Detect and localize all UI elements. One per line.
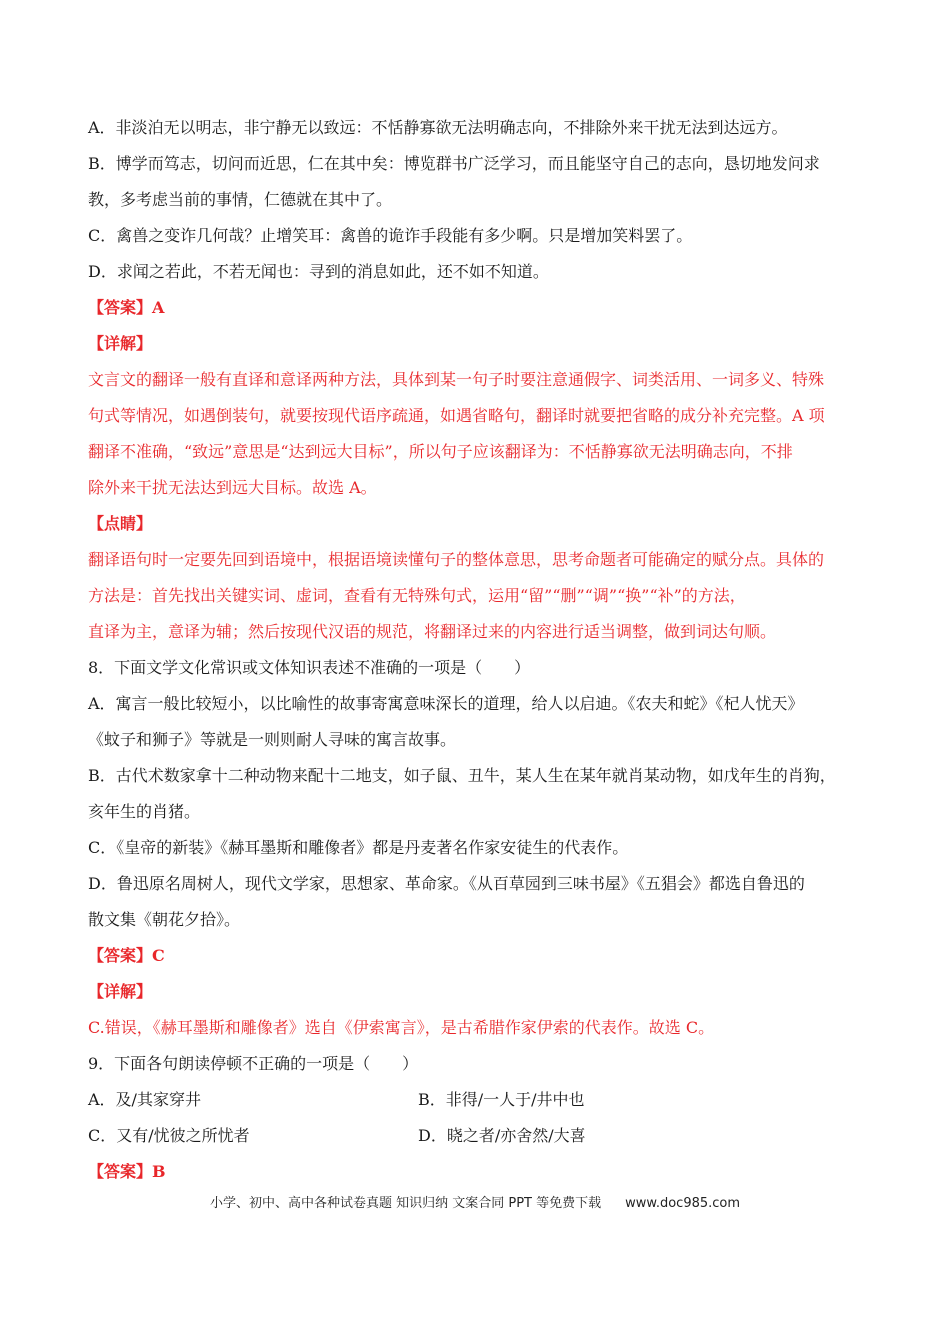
tip-label: 【点睛】 [88,514,153,533]
q7-option-b-line2: 教，多考虑当前的事情，仁德就在其中了。 [88,190,393,209]
q7-tip-line: 方法是：首先找出关键实词、虚词，查看有无特殊句式，运用“留”“删”“调”“换”“补”的方法， [88,586,746,605]
q7-tip-line: 直译为主，意译为辅；然后按现代汉语的规范，将翻译过来的内容进行适当调整，做到词达句顺。 [88,622,777,641]
q9-option-a: A．及/其家穿井 [88,1090,201,1109]
q9-options-row-1 [88,1082,868,1118]
q8-detail-text: C.错误，《赫耳墨斯和雕像者》选自《伊索寓言》，是古希腊作家伊索的代表作。故选 C。 [88,1018,715,1037]
q8-option-d-line2: 散文集《朝花夕拾》。 [88,910,241,929]
q8-option-d-line1: D．鲁迅原名周树人，现代文学家，思想家、革命家。《从百草园到三味书屋》《五猖会》都选自鲁迅的 [88,874,805,893]
q9-answer [88,1154,868,1190]
q7-detail-line: 句式等情况，如遇倒装句，就要按现代语序疏通，如遇省略句，翻译时就要把省略的成分补充完整。A 项 [88,406,825,425]
q9-option-c: C．又有/忧彼之所忧者 [88,1126,250,1145]
answer-value: B [152,1162,166,1181]
answer-value: A [152,298,165,317]
q8-detail-label [88,974,868,1010]
q7-option-b-line1: B．博学而笃志，切问而近思，仁在其中矣：博览群书广泛学习，而且能坚守自己的志向，恳切地发问求 [88,154,820,173]
footer-text: 小学、初中、高中各种试卷真题 知识归纳 文案合同 PPT 等免费下载 [209,1196,602,1211]
q9-option-d: D．晓之者/亦舍然/大喜 [418,1126,586,1145]
q8-option-b-line2: 亥年生的肖猪。 [88,802,201,821]
answer-value: C [152,946,165,965]
q7-detail-line: 除外来干扰无法达到远大目标。故选 A。 [88,478,377,497]
q8-stem: 8．下面文学文化常识或文体知识表述不准确的一项是（ ） [88,658,531,677]
q8-option-b-line1: B．古代术数家拿十二种动物来配十二地支，如子鼠、丑牛，某人生在某年就肖某动物，如戊年生的肖狗， [88,766,836,785]
q7-tip-label [88,506,868,542]
footer-url[interactable]: www.doc985.com [625,1196,741,1211]
q7-tip-line: 翻译语句时一定要先回到语境中，根据语境读懂句子的整体意思，思考命题者可能确定的赋分点。具体的 [88,550,825,569]
q8-option-a-line1: A．寓言一般比较短小，以比喻性的故事寄寓意味深长的道理，给人以启迪。《农夫和蛇》《杞人忧天》 [88,694,804,713]
answer-label: 【答案】 [88,1162,153,1181]
q9-stem: 9．下面各句朗读停顿不正确的一项是（ ） [88,1054,419,1073]
answer-label: 【答案】 [88,298,153,317]
q7-option-a: A．非淡泊无以明志，非宁静无以致远：不恬静寡欲无法明确志向，不排除外来干扰无法到达远方。 [88,118,788,137]
q8-option-c: C．《皇帝的新装》《赫耳墨斯和雕像者》都是丹麦著名作家安徒生的代表作。 [88,838,629,857]
q8-option-a-line2: 《蚊子和狮子》等就是一则则耐人寻味的寓言故事。 [88,730,457,749]
answer-label: 【答案】 [88,946,153,965]
q7-option-c: C．禽兽之变诈几何哉？止增笑耳：禽兽的诡诈手段能有多少啊。只是增加笑料罢了。 [88,226,693,245]
page-footer [0,1192,950,1211]
document-page [88,110,868,1190]
q9-option-b: B．非得/一人于/井中也 [418,1090,585,1109]
q9-options-row-2 [88,1118,868,1154]
detail-label: 【详解】 [88,334,153,353]
detail-label: 【详解】 [88,982,153,1001]
q7-answer [88,290,868,326]
q7-option-d: D．求闻之若此，不若无闻也：寻到的消息如此，还不如不知道。 [88,262,549,281]
q7-detail-label [88,326,868,362]
q8-answer [88,938,868,974]
q7-detail-line: 文言文的翻译一般有直译和意译两种方法，具体到某一句子时要注意通假字、词类活用、一词多义、特殊 [88,370,825,389]
q7-detail-line: 翻译不准确，“致远”意思是“达到远大目标”，所以句子应该翻译为：不恬静寡欲无法明确志向，不排 [88,442,793,461]
